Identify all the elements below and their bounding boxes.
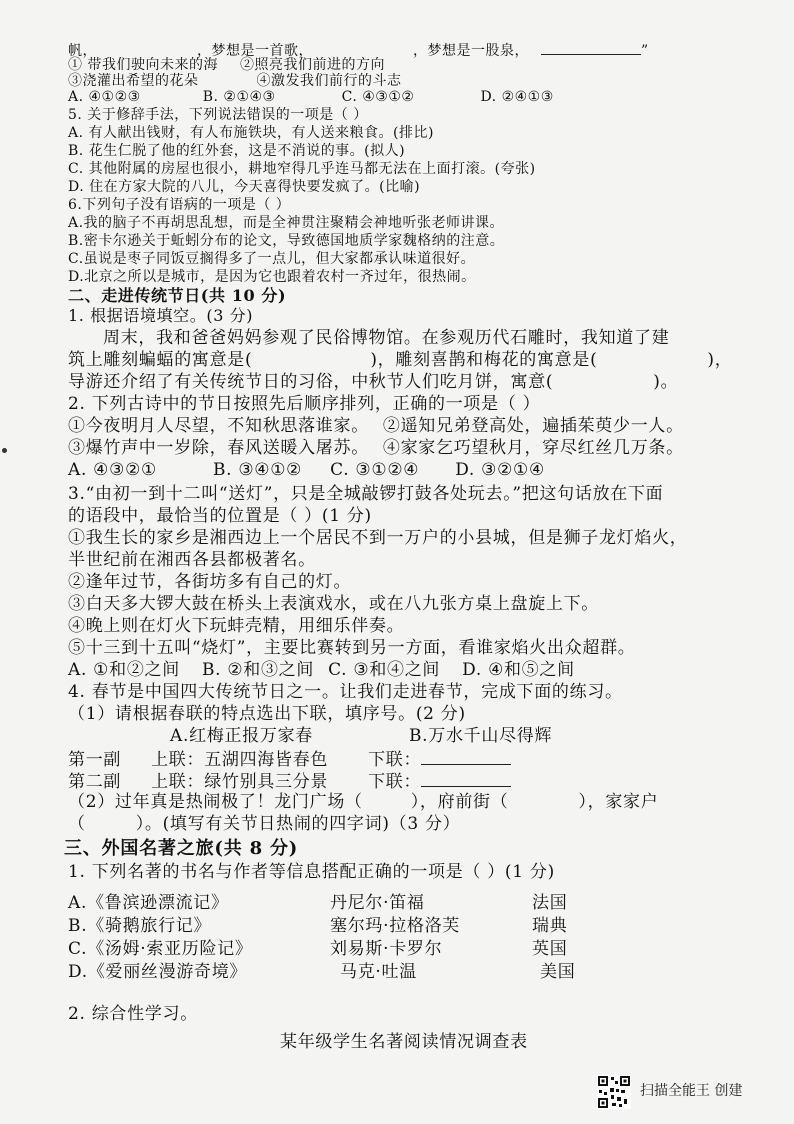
text-line: ①今夜明月人尽望，不知秋思落谁家。 ②遥知兄弟登高处，遍插茱萸少一人。 [68,416,684,436]
question-6: 6.下列句子没有语病的一项是（ ） [68,197,291,213]
text-line: D. 住在方家大院的八儿，今天喜得快要发疯了。(比喻) [68,179,421,195]
text-line: 筑上雕刻蝙蝠的寓意是( )，雕刻喜鹊和梅花的寓意是( )， [68,350,733,370]
question-1: 1. 下列名著的书名与作者等信息搭配正确的一项是（ ）(1 分) [68,862,555,882]
book-country: 美国 [540,962,576,982]
text-line: A. 有人献出钱财，有人布施铁块，有人送来粮食。(排比) [68,125,434,141]
book-author: 塞尔玛·拉格洛芙 [330,916,461,936]
book-author: 马克·吐温 [340,962,417,982]
text-line: 半世纪前在湘西各县都极著名。 [68,550,316,570]
text-line: ④晚上则在灯火下玩蚌壳精，用细乐伴奏。 [68,616,405,636]
text-line: C.虽说是枣子同饭豆搁得多了一点儿，但大家都承认味道很好。 [68,251,476,267]
text-line: C. 其他附属的房屋也很小，耕地窄得几乎连马都无法在上面打滚。(夸张) [68,161,536,177]
text-line: ③爆竹声中一岁除，春风送暖入屠苏。 ④家家乞巧望秋月，穿尽红丝几万条。 [68,438,684,458]
scanner-watermark: 扫描全能王 创建 [640,1083,743,1099]
book-country: 英国 [532,939,568,959]
text-line: ③白天多大锣大鼓在桥头上表演戏水，或在八九张方桌上盘旋上下。 [68,594,599,614]
option-row: A. ①和②之间 B. ②和③之间 C. ③和④之间 D. ④和⑤之间 [68,660,575,680]
text-line: A.我的脑子不再胡思乱想，而是全神贯注聚精会神地听张老师讲课。 [68,215,505,231]
text-line: A.红梅正报万家春 B.万水千山尽得辉 [170,726,553,746]
text-line: 导游还介绍了有关传统节日的习俗，中秋节人们吃月饼，寓意( )。 [68,372,679,392]
question-3: 3.“由初一到十二叫“送灯”，只是全城敲锣打鼓各处玩去。”把这句话放在下面 [68,484,664,504]
question-2: 2. 下列古诗中的节日按照先后顺序排列，正确的一项是（ ） [68,394,541,414]
text-line: 周末，我和爸爸妈妈参观了民俗博物馆。在参观历代石雕时，我知道了建 [103,328,670,348]
book-author: 刘易斯·卡罗尔 [330,939,443,959]
couplet-row: 第一副 上联：五湖四海皆春色 下联： [68,750,511,769]
text-line: ⑤十三到十五叫“烧灯”，主要比赛转到另一方面，看谁家焰火出众超群。 [68,638,636,658]
table-title: 某年级学生名著阅读情况调查表 [280,1032,528,1052]
text-line: 的语段中，最恰当的位置是（ ）(1 分) [68,506,372,526]
text-line: ③浇灌出希望的花朵 ④激发我们前行的斗志 [68,73,402,89]
text-line: D.北京之所以是城市，是因为它也跟着农村一齐过年，很热闹。 [68,269,476,285]
book-country: 瑞典 [532,916,568,936]
text-line: B.密卡尔逊关于蚯蚓分布的论文，导致德国地质学家魏格纳的注意。 [68,233,505,249]
text-line: B. 花生仁脱了他的红外套，这是不消说的事。(拟人) [68,143,406,159]
option-row: A. ④①②③ B. ②①④③ C. ④③①② D. ②④①③ [68,89,554,105]
answer-blank[interactable] [421,750,511,765]
answer-blank[interactable] [421,772,511,787]
text-line: ②逢年过节，各街坊多有自己的灯。 [68,572,352,592]
book-row: C.《汤姆·索亚历险记》 [68,939,253,959]
text-line: ① 带我们驶向未来的海 ②照亮我们前进的方向 [68,57,385,73]
book-row: A.《鲁滨逊漂流记》 [68,893,229,913]
text-line: （1）请根据春联的特点选出下联，填序号。(2 分) [68,704,466,724]
question-1: 1. 根据语境填空。(3 分) [68,306,254,325]
book-author: 丹尼尔·笛福 [330,893,425,913]
question-2: 2. 综合性学习。 [68,1004,198,1024]
book-row: D.《爱丽丝漫游奇境》 [68,962,248,982]
text-line: 帆， ，梦想是一首歌， ，梦想是一股泉， ” [68,40,649,58]
question-4: 4. 春节是中国四大传统节日之一。让我们走进春节，完成下面的练习。 [68,682,623,702]
book-row: B.《骑鹅旅行记》 [68,916,212,936]
section-heading: 二、走进传统节日(共 10 分) [68,286,287,305]
text-line: （ ）。(填写有关节日热闹的四字词)（3 分） [68,814,461,834]
question-5: 5. 关于修辞手法，下列说法错误的一项是（ ） [68,107,368,123]
qr-code-icon [597,1075,631,1109]
text-line: （2）过年真是热闹极了！龙门广场（ ），府前街（ ），家家户 [68,792,659,812]
text-line: ①我生长的家乡是湘西边上一个居民不到一万户的小县城，但是狮子龙灯焰火， [68,528,688,548]
option-row: A. ④③②① B. ③④①② C. ③①②④ D. ③②①④ [68,460,545,480]
section-heading: 三、外国名著之旅(共 8 分) [64,838,299,859]
scan-speck [2,448,7,453]
book-country: 法国 [532,893,568,913]
couplet-row: 第二副 上联：绿竹别具三分景 下联： [68,772,511,791]
